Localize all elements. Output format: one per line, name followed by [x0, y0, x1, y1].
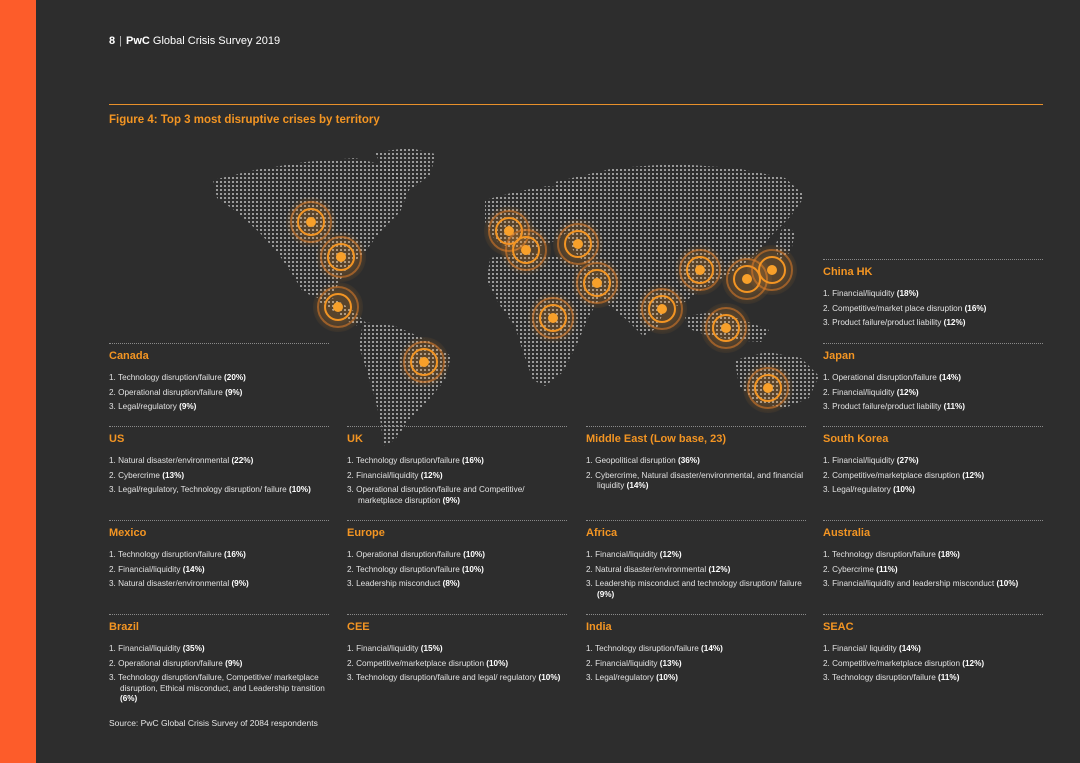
crisis-list — [347, 644, 567, 684]
region-name: Europe — [347, 527, 385, 539]
region-name: Canada — [109, 350, 149, 362]
crisis-text: Financial/liquidity — [118, 564, 181, 574]
crisis-text: Technology disruption/failure — [117, 373, 222, 382]
crisis-text: Natural disaster/environmental — [118, 456, 230, 465]
region-name: CEE — [347, 621, 370, 633]
crisis-list — [823, 550, 1043, 590]
crisis-text: Operational disruption/failure — [356, 550, 461, 559]
crisis-rank: 2. — [586, 564, 593, 574]
crisis-rank: 1. — [823, 373, 830, 382]
figure-divider — [109, 104, 1043, 105]
region-name: Japan — [823, 350, 855, 362]
crisis-text: Technology disruption/failure and legal/ regulatory — [355, 673, 537, 682]
crisis-list — [823, 456, 1043, 496]
crisis-text: Cybercrime — [118, 470, 160, 480]
region-name: Brazil — [109, 621, 139, 633]
crisis-percent: (8%) — [442, 579, 460, 588]
crisis-text: Financial/ liquidity — [832, 644, 897, 653]
crisis-item — [347, 456, 567, 467]
crisis-item — [823, 565, 1043, 576]
crisis-percent: (12%) — [962, 658, 985, 668]
crisis-rank: 3. — [586, 673, 593, 682]
crisis-percent: (35%) — [182, 644, 205, 653]
crisis-percent: (12%) — [420, 470, 443, 480]
marker-dot — [721, 323, 731, 333]
crisis-text: Operational disruption/failure and Competitive/ marketplace disruption — [356, 485, 525, 505]
crisis-rank: 2. — [586, 658, 593, 668]
crisis-rank: 2. — [109, 658, 116, 668]
crisis-rank: 1. — [823, 644, 830, 653]
crisis-percent: (10%) — [656, 673, 678, 682]
crisis-text: Product failure/product liability — [832, 318, 942, 327]
crisis-percent: (9%) — [231, 579, 249, 588]
crisis-item — [347, 471, 567, 482]
crisis-rank: 2. — [586, 470, 593, 480]
crisis-text: Financial/liquidity — [832, 289, 895, 298]
crisis-rank: 2. — [823, 303, 830, 313]
region-seac — [823, 614, 1043, 688]
crisis-rank: 3. — [586, 579, 593, 588]
crisis-text: Competitive/marketplace disruption — [832, 658, 960, 668]
marker-dot — [695, 265, 705, 275]
crisis-text: Financial/liquidity — [118, 644, 181, 653]
crisis-rank: 3. — [823, 402, 830, 411]
region-us — [109, 426, 329, 500]
crisis-text: Legal/regulatory — [832, 485, 891, 494]
crisis-percent: (9%) — [179, 402, 197, 411]
crisis-percent: (10%) — [486, 658, 509, 668]
crisis-item — [823, 304, 1043, 315]
crisis-text: Operational disruption/failure — [118, 658, 223, 668]
region-divider — [823, 259, 1043, 260]
crisis-text: Financial/liquidity — [595, 550, 658, 559]
region-cee — [347, 614, 567, 688]
crisis-percent: (12%) — [962, 470, 985, 480]
crisis-text: Natural disaster/environmental — [595, 564, 707, 574]
region-divider — [109, 426, 329, 427]
region-name: Mexico — [109, 527, 147, 539]
crisis-rank: 1. — [109, 456, 116, 465]
region-uk — [347, 426, 567, 510]
figure-title: Figure 4: Top 3 most disruptive crises by territory — [109, 114, 380, 126]
marker-dot — [763, 383, 773, 393]
crisis-percent: (18%) — [896, 289, 919, 298]
crisis-list — [347, 550, 567, 590]
marker-dot — [336, 252, 346, 262]
crisis-rank: 3. — [347, 485, 354, 494]
crisis-percent: (11%) — [876, 564, 898, 574]
region-divider — [109, 343, 329, 344]
crisis-rank: 1. — [586, 644, 593, 653]
crisis-text: Technology disruption/failure — [831, 673, 936, 682]
crisis-percent: (15%) — [420, 644, 443, 653]
crisis-list — [823, 373, 1043, 413]
crisis-rank: 3. — [823, 579, 830, 588]
crisis-text: Cybercrime — [832, 564, 874, 574]
crisis-rank: 1. — [109, 550, 116, 559]
crisis-item — [347, 579, 567, 590]
crisis-rank: 3. — [347, 673, 354, 682]
region-europe — [347, 520, 567, 594]
region-divider — [586, 520, 806, 521]
crisis-item — [823, 644, 1043, 655]
crisis-item — [823, 659, 1043, 670]
crisis-item — [586, 579, 806, 600]
crisis-text: Technology disruption/failure — [355, 456, 460, 465]
crisis-rank: 3. — [109, 402, 116, 411]
crisis-item — [109, 485, 329, 496]
crisis-item — [586, 659, 806, 670]
crisis-list — [109, 550, 329, 590]
crisis-percent: (14%) — [899, 644, 921, 653]
crisis-list — [586, 456, 806, 492]
crisis-item — [109, 471, 329, 482]
crisis-percent: (14%) — [182, 564, 205, 574]
crisis-item — [823, 318, 1043, 329]
crisis-rank: 2. — [347, 658, 354, 668]
crisis-percent: (16%) — [462, 456, 484, 465]
crisis-rank: 1. — [347, 644, 354, 653]
marker-dot — [767, 265, 777, 275]
crisis-text: Legal/regulatory, Technology disruption/ failure — [118, 485, 287, 494]
region-divider — [823, 520, 1043, 521]
crisis-item — [823, 550, 1043, 561]
crisis-item — [347, 550, 567, 561]
crisis-rank: 3. — [109, 579, 116, 588]
crisis-percent: (12%) — [943, 318, 966, 327]
marker-dot — [573, 239, 583, 249]
region-name: India — [586, 621, 612, 633]
page-header: 8 | PwC Global Crisis Survey 2019 — [109, 35, 281, 47]
crisis-rank: 1. — [823, 289, 830, 298]
crisis-item — [109, 659, 329, 670]
region-mexico — [109, 520, 329, 594]
crisis-item — [347, 673, 567, 684]
crisis-text: Financial/liquidity — [356, 644, 419, 653]
crisis-percent: (36%) — [677, 456, 700, 465]
crisis-item — [823, 456, 1043, 467]
crisis-percent: (14%) — [939, 373, 961, 382]
crisis-item — [347, 659, 567, 670]
crisis-percent: (14%) — [626, 481, 649, 490]
crisis-item — [347, 565, 567, 576]
crisis-rank: 1. — [823, 456, 830, 465]
crisis-text: Geopolitical disruption — [595, 456, 676, 465]
crisis-percent: (10%) — [462, 564, 484, 574]
crisis-text: Leadership misconduct — [356, 579, 441, 588]
crisis-item — [109, 456, 329, 467]
crisis-list — [823, 644, 1043, 684]
crisis-percent: (6%) — [120, 694, 138, 703]
region-china-hk — [823, 259, 1043, 333]
crisis-item — [347, 644, 567, 655]
region-name: UK — [347, 433, 363, 445]
crisis-rank: 2. — [347, 564, 354, 574]
crisis-percent: (27%) — [896, 456, 919, 465]
crisis-item — [823, 402, 1043, 413]
crisis-percent: (9%) — [225, 387, 243, 397]
crisis-text: Financial/liquidity — [356, 470, 419, 480]
marker-dot — [592, 278, 602, 288]
crisis-item — [109, 402, 329, 413]
crisis-percent: (10%) — [288, 485, 311, 494]
crisis-rank: 2. — [823, 564, 830, 574]
crisis-text: Competitive/marketplace disruption — [832, 470, 960, 480]
crisis-rank: 3. — [109, 673, 116, 682]
crisis-list — [109, 373, 329, 413]
crisis-percent: (14%) — [701, 644, 723, 653]
region-divider — [586, 426, 806, 427]
region-south-korea — [823, 426, 1043, 500]
brand-name: PwC — [125, 35, 150, 47]
crisis-percent: (11%) — [943, 402, 966, 411]
region-name: Africa — [586, 527, 618, 539]
crisis-text: Technology disruption/failure, Competitive/ marketplace disruption, Ethical misconduct, and Leadership transition — [117, 673, 325, 693]
crisis-item — [823, 673, 1043, 684]
crisis-rank: 1. — [347, 550, 354, 559]
crisis-text: Financial/liquidity — [595, 658, 658, 668]
region-africa — [586, 520, 806, 604]
crisis-item — [823, 388, 1043, 399]
crisis-percent: (10%) — [893, 485, 915, 494]
publication-title: Global Crisis Survey 2019 — [152, 35, 281, 47]
crisis-item — [823, 485, 1043, 496]
marker-dot — [306, 217, 316, 227]
crisis-percent: (9%) — [597, 589, 615, 599]
crisis-percent: (10%) — [996, 579, 1019, 588]
crisis-percent: (12%) — [896, 387, 919, 397]
crisis-item — [109, 550, 329, 561]
region-divider — [823, 614, 1043, 615]
crisis-item — [109, 373, 329, 384]
region-japan — [823, 343, 1043, 417]
marker-dot — [657, 304, 667, 314]
crisis-text: Operational disruption/failure — [118, 387, 223, 397]
crisis-percent: (16%) — [224, 550, 246, 559]
crisis-percent: (10%) — [538, 673, 561, 682]
crisis-percent: (13%) — [162, 470, 185, 480]
marker-dot — [419, 357, 429, 367]
crisis-rank: 3. — [823, 485, 830, 494]
crisis-rank: 3. — [823, 318, 830, 327]
crisis-list — [586, 550, 806, 600]
crisis-rank: 2. — [109, 387, 116, 397]
crisis-item — [586, 565, 806, 576]
crisis-item — [586, 673, 806, 684]
crisis-item — [823, 579, 1043, 590]
crisis-percent: (16%) — [964, 303, 987, 313]
crisis-text: Technology disruption/failure — [355, 564, 460, 574]
crisis-percent: (9%) — [442, 495, 460, 505]
region-middle-east-low-base-23 — [586, 426, 806, 496]
crisis-percent: (13%) — [659, 658, 682, 668]
crisis-text: Competitive/marketplace disruption — [356, 658, 484, 668]
marker-dot — [548, 313, 558, 323]
crisis-percent: (9%) — [225, 658, 243, 668]
crisis-rank: 1. — [109, 373, 116, 382]
crisis-rank: 1. — [347, 456, 354, 465]
crisis-percent: (12%) — [659, 550, 682, 559]
crisis-item — [109, 388, 329, 399]
crisis-item — [109, 579, 329, 590]
region-divider — [823, 426, 1043, 427]
crisis-percent: (18%) — [938, 550, 960, 559]
crisis-percent: (12%) — [708, 564, 731, 574]
crisis-list — [109, 644, 329, 705]
crisis-rank: 2. — [823, 658, 830, 668]
region-name: China HK — [823, 266, 873, 278]
crisis-rank: 2. — [109, 470, 116, 480]
crisis-text: Product failure/product liability — [832, 402, 942, 411]
crisis-rank: 2. — [823, 470, 830, 480]
region-name: SEAC — [823, 621, 854, 633]
crisis-percent: (11%) — [938, 673, 960, 682]
crisis-item — [109, 565, 329, 576]
crisis-rank: 2. — [823, 387, 830, 397]
crisis-text: Technology disruption/failure — [117, 550, 222, 559]
crisis-rank: 1. — [823, 550, 830, 559]
region-canada — [109, 343, 329, 417]
region-name: South Korea — [823, 433, 889, 445]
crisis-text: Technology disruption/failure — [831, 550, 936, 559]
crisis-rank: 1. — [109, 644, 116, 653]
crisis-text: Legal/regulatory — [595, 673, 654, 682]
crisis-rank: 2. — [109, 564, 116, 574]
crisis-text: Financial/liquidity — [832, 387, 895, 397]
crisis-item — [586, 456, 806, 467]
marker-dot — [333, 302, 343, 312]
region-divider — [823, 343, 1043, 344]
crisis-item — [586, 550, 806, 561]
region-divider — [109, 520, 329, 521]
crisis-text: Operational disruption/failure — [832, 373, 937, 382]
region-divider — [109, 614, 329, 615]
region-divider — [586, 614, 806, 615]
crisis-percent: (10%) — [463, 550, 485, 559]
crisis-item — [586, 644, 806, 655]
crisis-rank: 3. — [109, 485, 116, 494]
region-name: Australia — [823, 527, 871, 539]
side-accent-bar — [0, 0, 36, 763]
crisis-rank: 3. — [347, 579, 354, 588]
crisis-list — [823, 289, 1043, 329]
crisis-text: Leadership misconduct and technology disruption/ failure — [595, 579, 802, 588]
source-note: Source: PwC Global Crisis Survey of 2084 respondents — [109, 718, 318, 728]
crisis-item — [109, 673, 329, 705]
crisis-item — [823, 471, 1043, 482]
crisis-item — [823, 289, 1043, 300]
region-divider — [347, 426, 567, 427]
crisis-text: Competitive/market place disruption — [832, 303, 963, 313]
crisis-item — [347, 485, 567, 506]
region-india — [586, 614, 806, 688]
crisis-list — [109, 456, 329, 496]
crisis-rank: 1. — [586, 550, 593, 559]
crisis-list — [586, 644, 806, 684]
crisis-item — [586, 471, 806, 492]
crisis-text: Technology disruption/failure — [594, 644, 699, 653]
crisis-item — [109, 644, 329, 655]
region-divider — [347, 614, 567, 615]
marker-dot — [521, 245, 531, 255]
region-name: Middle East (Low base, 23) — [586, 433, 726, 445]
region-australia — [823, 520, 1043, 594]
region-brazil — [109, 614, 329, 709]
region-name: US — [109, 433, 125, 445]
crisis-item — [823, 373, 1043, 384]
crisis-rank: 1. — [586, 456, 593, 465]
page-number: 8 — [109, 35, 116, 47]
region-divider — [347, 520, 567, 521]
crisis-text: Legal/regulatory — [118, 402, 177, 411]
crisis-text: Natural disaster/environmental — [118, 579, 230, 588]
crisis-percent: (20%) — [224, 373, 246, 382]
crisis-text: Financial/liquidity and leadership misconduct — [832, 579, 995, 588]
crisis-text: Financial/liquidity — [832, 456, 895, 465]
crisis-text: Cybercrime, Natural disaster/environmental, and financial liquidity — [595, 470, 804, 490]
crisis-list — [347, 456, 567, 506]
crisis-rank: 2. — [347, 470, 354, 480]
crisis-rank: 3. — [823, 673, 830, 682]
crisis-percent: (22%) — [231, 456, 254, 465]
